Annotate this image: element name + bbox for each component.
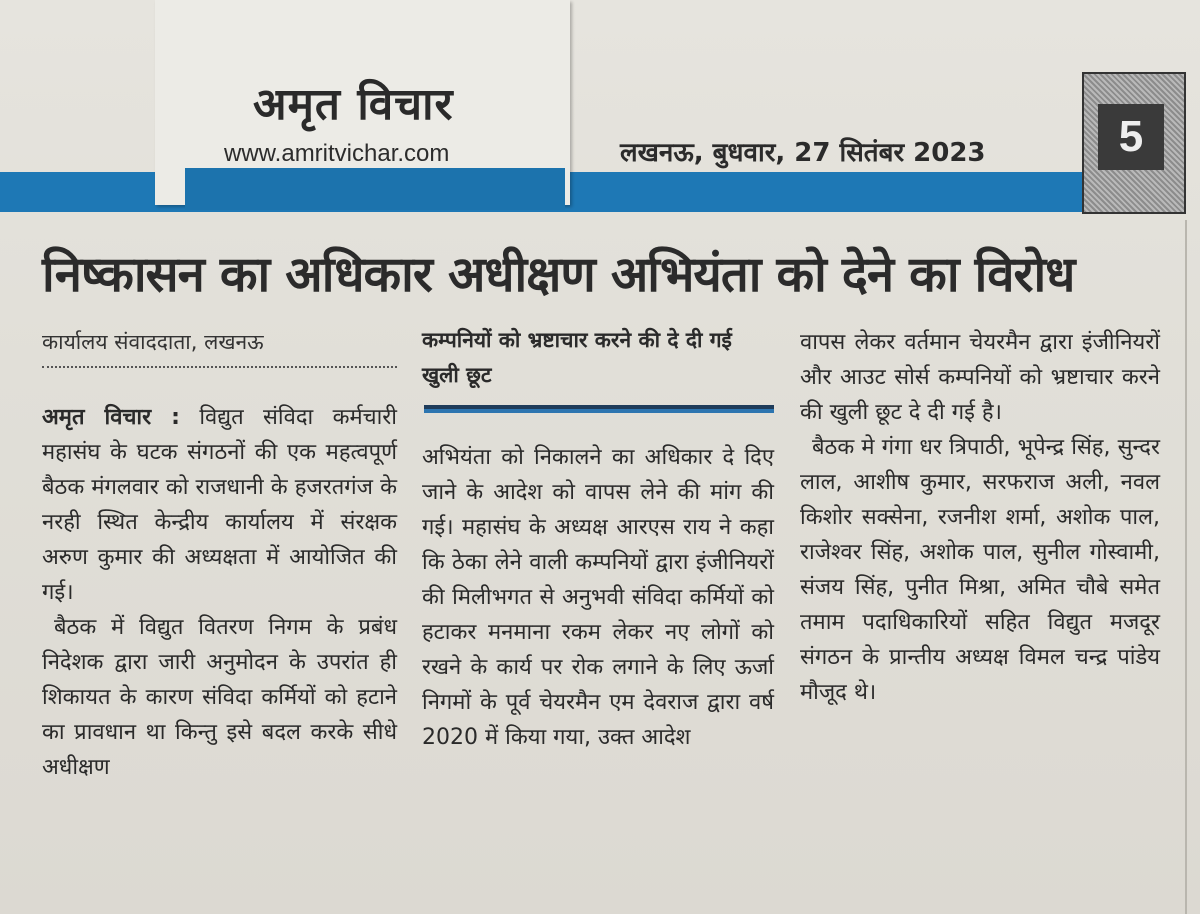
page-edge-shadow bbox=[1185, 220, 1187, 914]
paragraph: वापस लेकर वर्तमान चेयरमैन द्वारा इंजीनियरों और आउट सोर्स कम्पनियों को भ्रष्टाचार करने की खुली छूट दे दी गई है। bbox=[800, 330, 1160, 425]
article-byline: कार्यालय संवाददाता, लखनऊ bbox=[42, 330, 264, 354]
masthead-blue-band bbox=[185, 168, 565, 210]
paragraph: बैठक में विद्युत वितरण निगम के प्रबंध निदेशक द्वारा जारी अनुमोदन के उपरांत ही शिकायत के कारण संविदा कर्मियों को हटाने का प्रावधान था किन्तु इसे बदल करके सीधे अधीक्षण bbox=[42, 615, 397, 780]
paragraph: विद्युत संविदा कर्मचारी महासंघ के घटक संगठनों की एक महत्वपूर्ण बैठक मंगलवार को राजधानी के हजरतगंज के नरही स्थित केन्द्रीय कार्यालय में संरक्षक अरुण कुमार की अध्यक्षता में आयोजित की गई। bbox=[42, 405, 398, 605]
byline-divider bbox=[42, 366, 397, 368]
newspaper-brand: अमृत विचार bbox=[253, 79, 454, 130]
subheading-rule bbox=[424, 405, 774, 413]
article-subheading: कम्पनियों को भ्रष्टाचार करने की दे दी गई खुली छूट bbox=[422, 328, 732, 387]
article-headline: निष्कासन का अधिकार अधीक्षण अभियंता को देने का विरोध bbox=[42, 246, 1075, 303]
paragraph: अभियंता को निकालने का अधिकार दे दिए जाने के आदेश को वापस लेने की मांग की गई। महासंघ के अध्यक्ष आरएस राय ने कहा कि ठेका लेने वाली कम्पनियों द्वारा इंजीनियरों की मिलीभगत से अनुभवी संविदा कर्मियों को हटाकर मनमाना रकम लेकर नए लोगों को रखने के कार्य पर रोक लगाने के लिए ऊर्जा निगमों के पूर्व चेयरमैन एम देवराज द्वारा वर्ष 2020 में किया गया, उक्त आदेश bbox=[422, 445, 774, 750]
page-number: 5 bbox=[1098, 104, 1164, 170]
article-column-2 bbox=[422, 440, 774, 755]
article-column-1 bbox=[42, 400, 397, 785]
article-column-3 bbox=[800, 325, 1160, 710]
dateline-lead: अमृत विचार : bbox=[42, 405, 180, 430]
paragraph: बैठक मे गंगा धर त्रिपाठी, भूपेन्द्र सिंह, सुन्दर लाल, आशीष कुमार, सरफराज अली, नवल किशोर सक्सेना, रजनीश शर्मा, अशोक पाल, राजेश्वर सिंह, अशोक पाल, सुनील गोस्वामी, संजय सिंह, पुनीत मिश्रा, अमित चौबे समेत तमाम पदाधिकारियों सहित विद्युत मजदूर संगठन के प्रान्तीय अध्यक्ष विमल चन्द्र पांडेय मौजूद थे। bbox=[800, 435, 1160, 705]
dateline: लखनऊ, बुधवार, 27 सितंबर 2023 bbox=[620, 138, 986, 168]
newspaper-website: www.amritvichar.com bbox=[224, 140, 450, 167]
